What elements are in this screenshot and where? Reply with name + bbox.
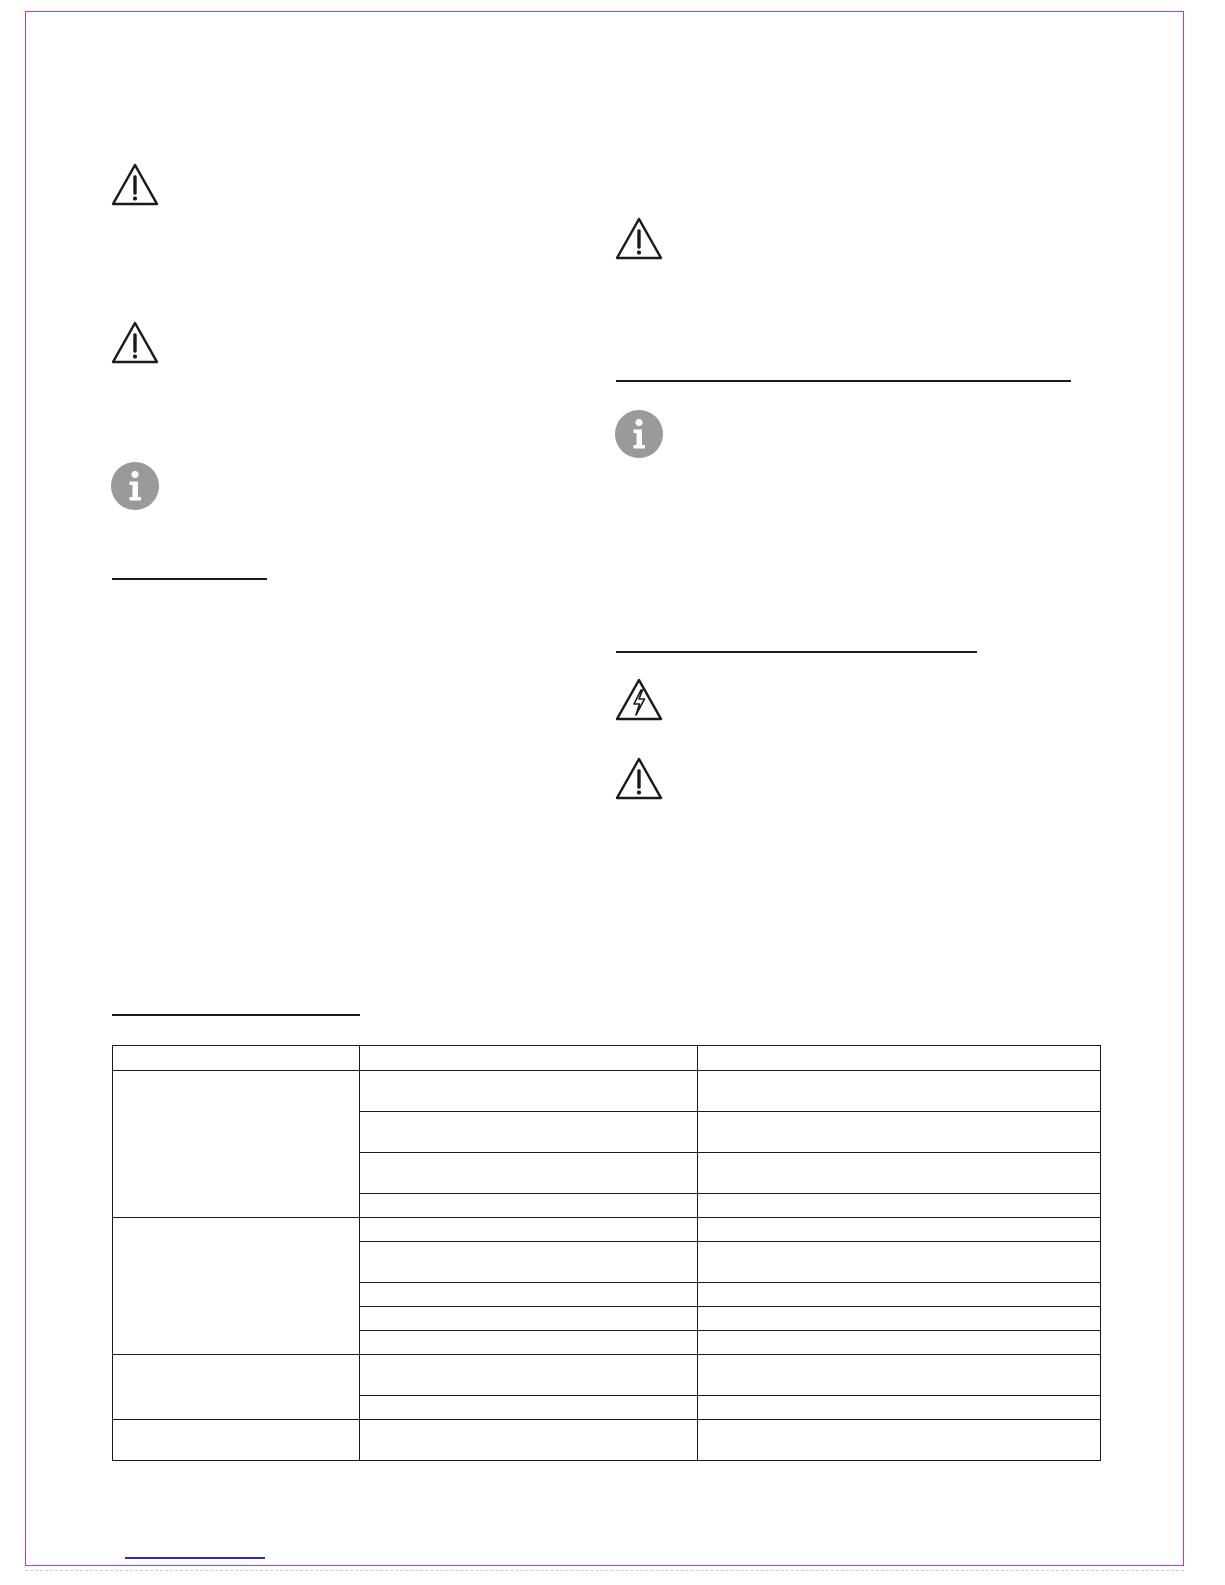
section-heading-underline (112, 578, 267, 580)
info-icon (111, 462, 159, 510)
solution-cell (698, 1396, 1101, 1420)
cause-cell (360, 1355, 698, 1396)
cause-cell (360, 1283, 698, 1307)
table-header-row (113, 1046, 1101, 1071)
solution-cell (698, 1071, 1101, 1112)
solution-cell (698, 1153, 1101, 1194)
page-edge-tab (125, 1557, 265, 1559)
problem-column-header (113, 1046, 360, 1071)
solution-cell (698, 1283, 1101, 1307)
table-row (113, 1218, 1101, 1242)
table-row (113, 1420, 1101, 1461)
troubleshooting-table (112, 1045, 1101, 1461)
solution-cell (698, 1420, 1101, 1461)
info-icon (615, 410, 663, 458)
warning-icon (614, 756, 664, 801)
solution-cell (698, 1331, 1101, 1355)
solution-cell (698, 1355, 1101, 1396)
cause-cell (360, 1242, 698, 1283)
solution-cell (698, 1307, 1101, 1331)
section-heading-underline (112, 1014, 360, 1016)
cause-cell (360, 1194, 698, 1218)
problem-cell (113, 1355, 360, 1420)
cause-cell (360, 1307, 698, 1331)
solution-cell (698, 1218, 1101, 1242)
electric-hazard-icon (614, 677, 664, 722)
solution-cell (698, 1194, 1101, 1218)
cause-cell (360, 1071, 698, 1112)
problem-cell (113, 1420, 360, 1461)
table-row (113, 1071, 1101, 1112)
section-heading-underline (616, 651, 977, 653)
table-row (113, 1355, 1101, 1396)
warning-icon (614, 216, 664, 261)
cause-cell (360, 1420, 698, 1461)
warning-icon (110, 162, 160, 207)
troubleshooting-table-body (113, 1071, 1101, 1461)
solution-column-header (698, 1046, 1101, 1071)
section-heading-underline (616, 380, 1071, 382)
cause-cell (360, 1331, 698, 1355)
warning-icon (110, 320, 160, 365)
problem-cell (113, 1218, 360, 1355)
cause-cell (360, 1153, 698, 1194)
cause-cell (360, 1218, 698, 1242)
page-cut-line (25, 1570, 1184, 1571)
cause-cell (360, 1396, 698, 1420)
solution-cell (698, 1242, 1101, 1283)
solution-cell (698, 1112, 1101, 1153)
problem-cell (113, 1071, 360, 1218)
cause-column-header (360, 1046, 698, 1071)
cause-cell (360, 1112, 698, 1153)
